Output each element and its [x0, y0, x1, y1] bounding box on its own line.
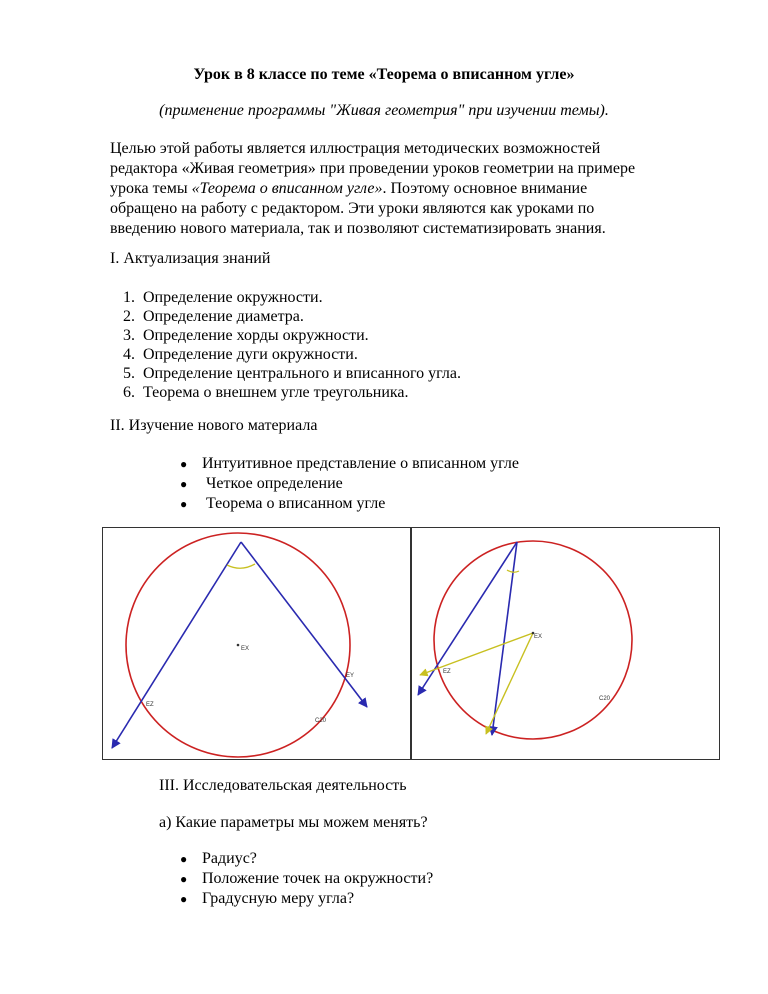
intro-emphasis: «Теорема о вписанном угле»: [191, 180, 383, 197]
list-item: 1. Определение окружности.: [123, 289, 323, 306]
list-item: 5. Определение центрального и вписанного угла.: [123, 365, 461, 382]
section-3-question: а) Какие параметры мы можем менять?: [159, 814, 428, 831]
inscribed-angle-figure: [102, 527, 720, 760]
list-item: 2. Определение диаметра.: [123, 308, 304, 325]
list-item: ● Интуитивное представление о вписанном угле: [180, 455, 519, 472]
center-label: EX: [534, 634, 543, 640]
list-item: ● Градусную меру угла?: [180, 890, 355, 907]
point-label: EZ: [146, 702, 154, 708]
section-1-list: [110, 288, 461, 402]
center-point: [237, 644, 240, 647]
document-title: Урок в 8 классе по теме «Теорема о вписанном угле»: [193, 66, 575, 83]
list-item: ● Положение точек на окружности?: [180, 870, 434, 887]
bullet-icon: ●: [180, 457, 188, 471]
intro-line: редактора «Живая геометрия» при проведении уроков геометрии на примере: [110, 160, 636, 177]
bullet-icon: ●: [180, 852, 188, 866]
bullet-icon: ●: [180, 497, 188, 511]
point-label: EZ: [443, 669, 451, 675]
list-item: ● Теорема о вписанном угле: [180, 495, 386, 512]
intro-line: введению нового материала, так и позволяют систематизировать знания.: [110, 220, 606, 237]
list-item: 3. Определение хорды окружности.: [123, 327, 369, 344]
section-2-heading: II. Изучение нового материала: [110, 417, 318, 434]
list-item: ● Радиус?: [180, 850, 257, 867]
point-label: EY: [346, 673, 355, 679]
list-item: ● Четкое определение: [180, 475, 343, 492]
intro-line: урока темы «Теорема о вписанном угле». Поэтому основное внимание: [110, 180, 588, 197]
intro-line: обращено на работу с редактором. Эти уроки являются как уроками по: [110, 200, 595, 217]
circle-label: C20: [599, 696, 611, 702]
intro-line: Целью этой работы является иллюстрация методических возможностей: [110, 140, 601, 157]
figure-panel-right: [412, 528, 720, 760]
document-subtitle: (применение программы "Живая геометрия" при изучении темы).: [159, 102, 609, 119]
list-item: 4. Определение дуги окружности.: [123, 346, 358, 363]
bullet-icon: ●: [180, 477, 188, 491]
section-3-list: [180, 849, 433, 909]
section-1-heading: I. Актуализация знаний: [110, 250, 271, 267]
center-label: EX: [241, 646, 250, 652]
section-3-heading: III. Исследовательская деятельность: [159, 777, 407, 794]
section-2-list: [180, 454, 519, 514]
bullet-icon: ●: [180, 872, 188, 886]
circle-label: C20: [315, 718, 327, 724]
list-item: 6. Теорема о внешнем угле треугольника.: [123, 384, 409, 401]
intro-paragraph: [110, 139, 710, 239]
bullet-icon: ●: [180, 892, 188, 906]
